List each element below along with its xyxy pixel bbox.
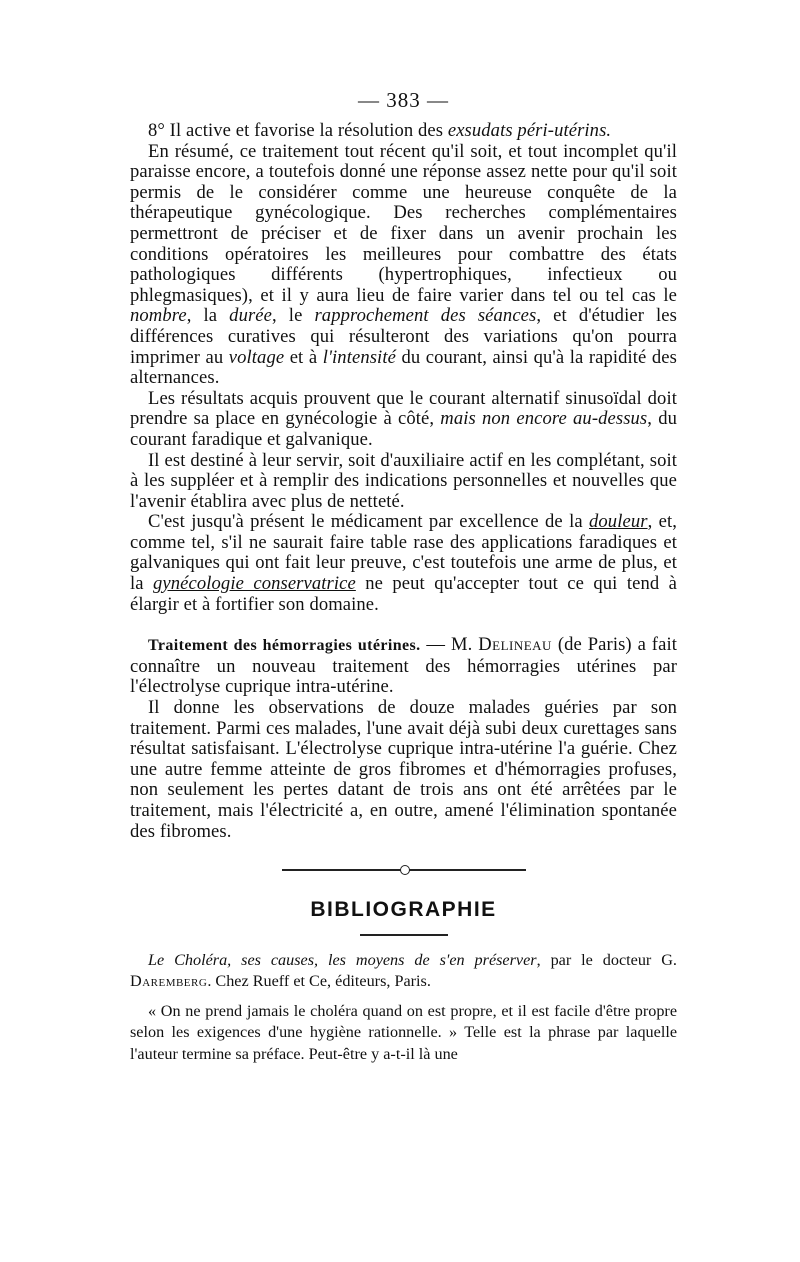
section-heading: Traitement des hémorragies utérines.	[148, 637, 421, 655]
section-paragraph: Traitement des hémorragies utérines. — M. Delineau (de Paris) a fait connaître un nouveau traitement des hémorragies utérines par l'électrolyse cuprique intra-utérine.	[130, 634, 677, 698]
page-number: — 383 —	[358, 88, 449, 112]
author-name: Delineau	[478, 634, 552, 656]
bibliography-quote: « On ne prend jamais le choléra quand on est propre, et il est facile d'être propre selon les exigences d'une hygiène rationnelle. » Telle est la phrase par laquelle l'auteur termine sa préface. Peut-être y a-t-il là une	[130, 1001, 677, 1063]
bibliography-body	[130, 950, 677, 1066]
page	[130, 88, 677, 1065]
paragraph: Il est destiné à leur servir, soit d'auxiliaire actif en les complétant, soit à les suppléer et à remplir des indications personnelles et nouvelles que l'avenir établira avec plus de netteté.	[130, 449, 677, 512]
paragraph: Les résultats acquis prouvent que le courant alternatif sinusoïdal doit prendre sa place en gynécologie à côté, mais non encore au-dessus, du courant faradique et galvanique.	[130, 387, 677, 450]
ornamental-rule	[282, 864, 526, 876]
paragraph: 8° Il active et favorise la résolution des exsudats péri-utérins.	[148, 120, 612, 141]
article-body	[130, 121, 677, 842]
paragraph: C'est jusqu'à présent le médicament par excellence de la douleur, et, comme tel, s'il ne saurait faire table rase des applications faradiques et galvaniques qui ont fait leur preuve, c'est toutefois une arme de plus, et la gynécologie conservatrice ne peut qu'accepter tout ce qui tend à élargir et à fortifier son domaine.	[130, 511, 677, 615]
paragraph: En résumé, ce traitement tout récent qu'il soit, et tout incomplet qu'il paraisse encore, a toutefois donné une réponse assez nette pour qu'il soit permis de le considérer comme une heureuse conquête de la thérapeutique gynécologique. Des recherches complémentaires permettront de préciser et de fixer dans un avenir prochain les conditions opératoires les meilleures pour combattre des états pathologiques différents (hypertrophiques, infectieux ou phlegmasiques), et il y aura lieu de faire varier dans tel ou tel cas le nombre, la durée, le rapprochement des séances, et d'étudier les différences curatives qui résulteront des variations qu'on pourra imprimer au voltage et à l'intensité du courant, ainsi qu'à la rapidité des alternances.	[130, 140, 678, 389]
divider	[360, 934, 448, 935]
paragraph: Il donne les observations de douze malades guéries par son traitement. Parmi ces malades, l'une avait déjà subi deux curettages sans résultat satisfaisant. L'électrolyse cuprique intra-utérine l'a guérie. Chez une autre femme atteinte de gros fibromes et d'hémorragies profuses, non seulement les pertes datant de trois ans ont été arrêtées par le traitement, mais l'électricité a, en outre, amené l'élimination spontanée des fibromes.	[130, 697, 677, 842]
bibliography-title: BIBLIOGRAPHIE	[310, 898, 497, 922]
bibliography-entry: Le Choléra, ses causes, les moyens de s'en préserver, par le docteur G. Daremberg. Chez Rueff et Ce, éditeurs, Paris.	[130, 950, 677, 991]
